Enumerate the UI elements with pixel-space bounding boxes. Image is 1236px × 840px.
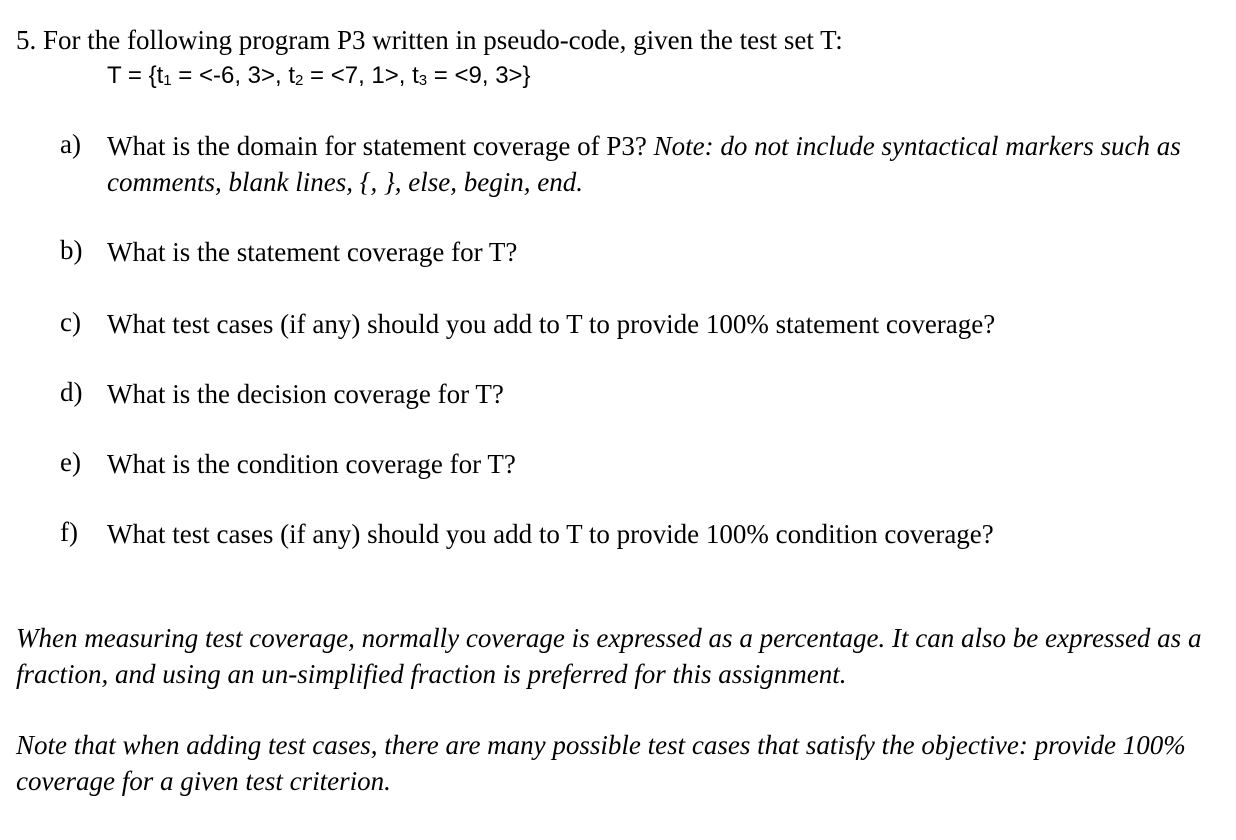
subquestion-text: What test cases (if any) should you add to T to provide 100% condition coverage? <box>107 519 994 549</box>
t2-value: = <7, 1>, t <box>303 62 419 89</box>
t3-subscript: 3 <box>418 72 428 89</box>
t1-value: = <-6, 3>, t <box>171 62 296 89</box>
subquestion-letter: f) <box>60 517 78 547</box>
test-set-prefix: T = {t <box>107 62 164 89</box>
t1-subscript: 1 <box>163 72 172 89</box>
test-case-note: Note that when adding test cases, there are many possible test cases that satisfy the objective: provide 100% coverage for a given test criterion. <box>16 730 1186 796</box>
test-set-definition <box>107 60 531 97</box>
subquestion-letter: d) <box>60 377 83 407</box>
subquestion-letter: c) <box>60 307 81 337</box>
t2-subscript: 2 <box>295 72 304 89</box>
subquestion-letter: e) <box>60 447 81 477</box>
t3-value: = <9, 3>} <box>427 62 531 89</box>
subquestion-a-note: Note: do not include syntactical markers such as comments, blank lines, {, }, else, begin, end. <box>107 131 1181 197</box>
subquestion-text: What is the statement coverage for T? <box>107 237 518 267</box>
subquestion-text: What is the condition coverage for T? <box>107 449 516 479</box>
subquestion-text <box>107 128 1207 200</box>
subquestion-a-text: What is the domain for statement coverage of P3? <box>107 131 654 161</box>
subquestion-text: What is the decision coverage for T? <box>107 379 504 409</box>
subquestion-text: What test cases (if any) should you add to T to provide 100% statement coverage? <box>107 309 996 339</box>
subquestion-letter: b) <box>60 235 83 265</box>
subquestion-letter: a) <box>60 129 81 159</box>
coverage-format-note: When measuring test coverage, normally coverage is expressed as a percentage. It can also be expressed as a fraction, and using an un-simplified fraction is preferred for this assignment. <box>16 623 1202 689</box>
question-title: 5. For the following program P3 written in pseudo-code, given the test set T: <box>16 25 843 55</box>
